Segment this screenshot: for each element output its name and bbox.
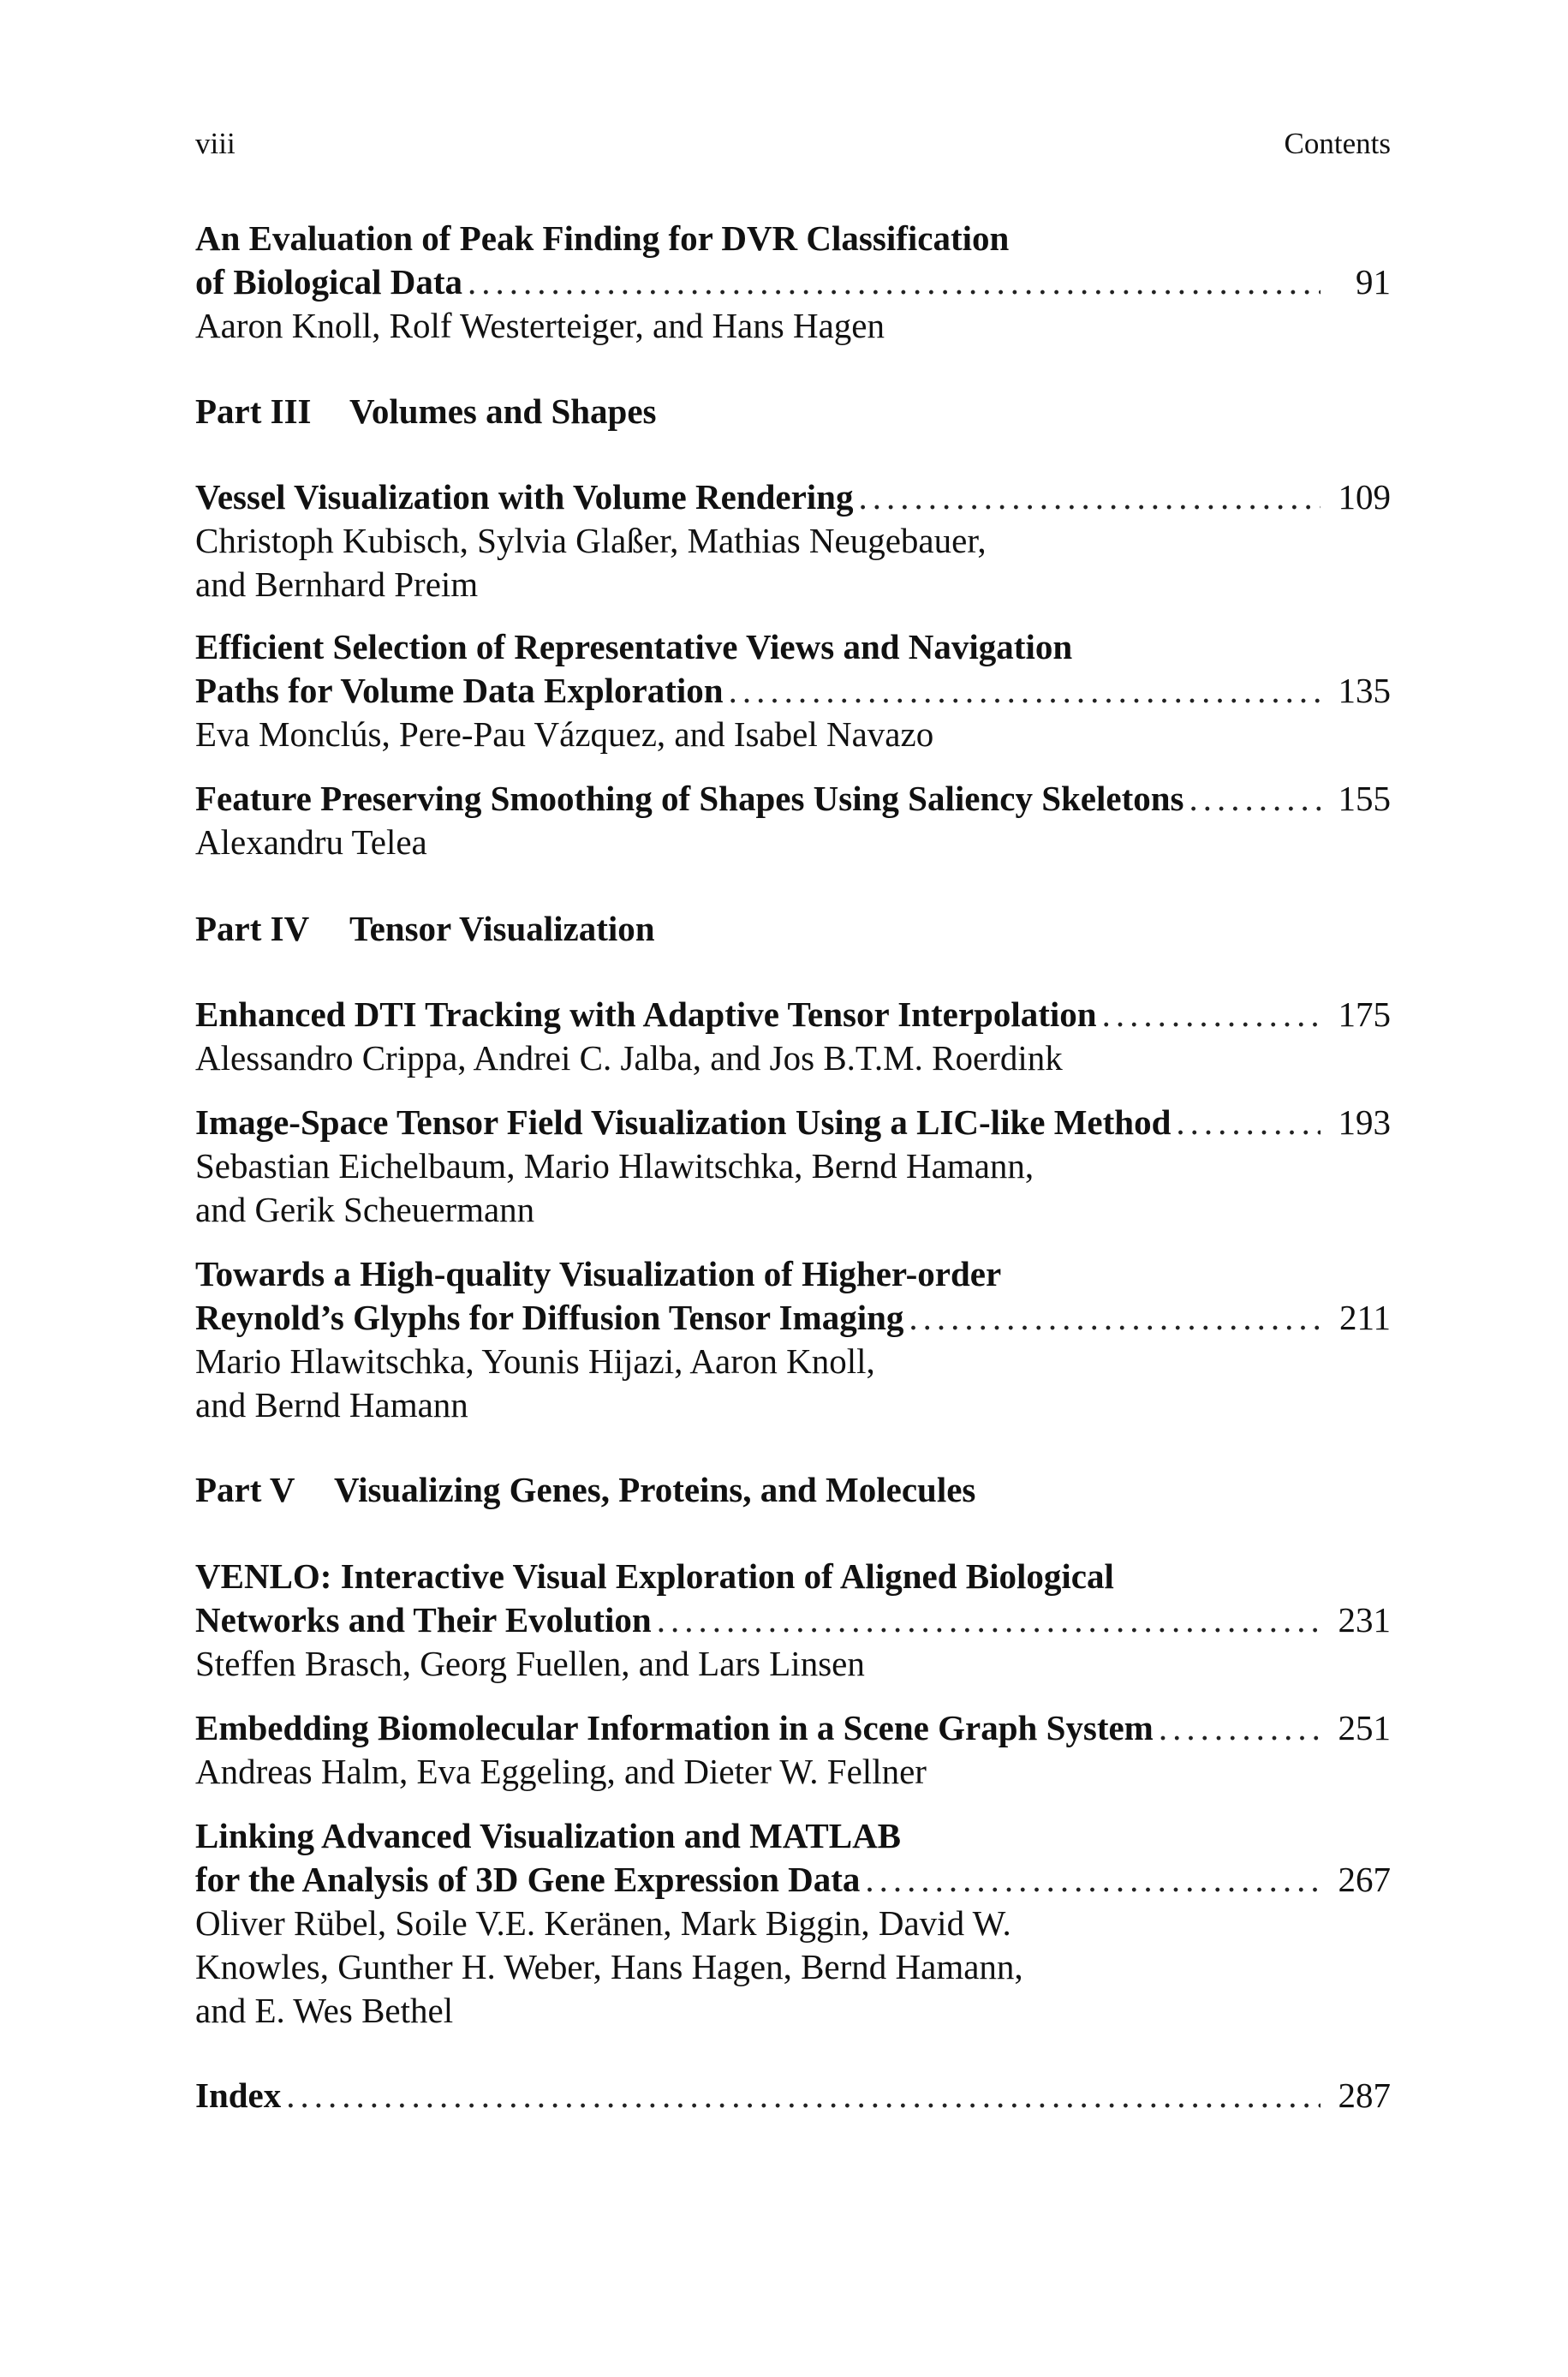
toc-entry-page-number: 109: [1338, 477, 1391, 517]
running-head: [195, 125, 1391, 163]
toc-entry-authors: Eva Monclús, Pere-Pau Vázquez, and Isabel Navazo: [195, 714, 934, 754]
toc-entry[interactable]: [195, 1706, 1391, 1794]
toc-entry[interactable]: [195, 475, 1391, 606]
dot-leader: [1159, 1706, 1321, 1750]
toc-entry-title-last-line: [195, 1706, 1391, 1750]
part-title: Tensor Visualization: [349, 909, 655, 948]
toc-entry-title-end: Networks and Their Evolution: [195, 1600, 652, 1639]
toc-entry[interactable]: [195, 993, 1391, 1080]
dot-leader: [729, 669, 1321, 713]
toc-entry-title-line: Linking Advanced Visualization and MATLAB: [195, 1816, 902, 1855]
toc-entry-title-end: for the Analysis of 3D Gene Expression Data: [195, 1860, 861, 1899]
running-head-section: Contents: [1284, 127, 1391, 160]
toc-entry-title-end: Vessel Visualization with Volume Rendering: [195, 477, 854, 517]
dot-leader: [865, 1858, 1321, 1902]
part-heading-iv: [195, 907, 655, 951]
toc-entry-page-number: 267: [1338, 1860, 1391, 1899]
toc-entry-index[interactable]: [195, 2074, 1391, 2117]
toc-entry-title-last-line: [195, 669, 1391, 713]
toc-entry-title-last-line: [195, 993, 1391, 1036]
toc-entry-title-line: VENLO: Interactive Visual Exploration of Aligned Biological: [195, 1556, 1114, 1596]
toc-entry[interactable]: [195, 625, 1391, 756]
toc-entry-title-end: Feature Preserving Smoothing of Shapes Using Saliency Skeletons: [195, 779, 1184, 818]
dot-leader: [286, 2074, 1321, 2117]
part-label: Part IV: [195, 909, 310, 948]
toc-entry-authors: and E. Wes Bethel: [195, 1991, 454, 2030]
dot-leader: [468, 260, 1321, 304]
dot-leader: [909, 1296, 1321, 1340]
toc-entry[interactable]: [195, 777, 1391, 864]
part-heading-iii: [195, 390, 657, 433]
toc-entry-authors: Alexandru Telea: [195, 822, 427, 862]
toc-entry-authors: Alessandro Crippa, Andrei C. Jalba, and Jos B.T.M. Roerdink: [195, 1038, 1063, 1078]
toc-entry-authors: and Bernd Hamann: [195, 1385, 468, 1424]
part-label: Part III: [195, 391, 312, 431]
toc-entry-authors: Christoph Kubisch, Sylvia Glaßer, Mathias Neugebauer,: [195, 521, 987, 560]
dot-leader: [1102, 993, 1321, 1036]
page-folio: viii: [195, 127, 235, 160]
toc-entry-page-number: 91: [1356, 262, 1391, 302]
toc-entry-title-last-line: [195, 1296, 1391, 1340]
toc-entry-page-number: 135: [1338, 671, 1391, 710]
toc-entry[interactable]: [195, 1555, 1391, 1686]
dot-leader: [1176, 1101, 1321, 1144]
toc-entry-authors: Andreas Halm, Eva Eggeling, and Dieter W. Fellner: [195, 1752, 927, 1791]
toc-entry-title-end: Reynold’s Glyphs for Diffusion Tensor Imaging: [195, 1298, 904, 1337]
part-title: Volumes and Shapes: [349, 391, 657, 431]
toc-entry-title-end: Index: [195, 2075, 282, 2115]
toc-entry-title-end: Enhanced DTI Tracking with Adaptive Tensor Interpolation: [195, 994, 1097, 1034]
part-heading-v: [195, 1468, 976, 1512]
toc-entry-title-last-line: [195, 1858, 1391, 1902]
toc-entry-title-end: of Biological Data: [195, 262, 463, 302]
toc-entry-title-last-line: [195, 2074, 1391, 2117]
toc-entry-authors: Oliver Rübel, Soile V.E. Keränen, Mark Biggin, David W.: [195, 1903, 1011, 1943]
dot-leader: [657, 1598, 1321, 1642]
toc-entry-page-number: 251: [1338, 1708, 1391, 1747]
toc-entry[interactable]: [195, 1252, 1391, 1427]
toc-entry-authors: Sebastian Eichelbaum, Mario Hlawitschka, Bernd Hamann,: [195, 1146, 1034, 1186]
toc-entry-authors: Mario Hlawitschka, Younis Hijazi, Aaron Knoll,: [195, 1341, 875, 1381]
toc-entry-title-last-line: [195, 1598, 1391, 1642]
toc-entry-page-number: 193: [1338, 1102, 1391, 1142]
toc-entry-title-end: Image-Space Tensor Field Visualization Using a LIC-like Method: [195, 1102, 1172, 1142]
dot-leader: [858, 475, 1321, 519]
toc-entry-authors: and Gerik Scheuermann: [195, 1190, 535, 1229]
toc-entry-title-end: Paths for Volume Data Exploration: [195, 671, 724, 710]
part-title: Visualizing Genes, Proteins, and Molecules: [334, 1470, 976, 1509]
toc-entry[interactable]: [195, 1101, 1391, 1232]
toc-entry-authors: Steffen Brasch, Georg Fuellen, and Lars Linsen: [195, 1644, 865, 1683]
toc-entry-page-number: 287: [1338, 2075, 1391, 2115]
dot-leader: [1189, 777, 1321, 821]
toc-entry-title-last-line: [195, 777, 1391, 821]
toc-entry-page-number: 211: [1339, 1298, 1391, 1337]
toc-entry[interactable]: [195, 1814, 1391, 2033]
toc-entry-title-end: Embedding Biomolecular Information in a Scene Graph System: [195, 1708, 1154, 1747]
toc-entry-title-line: Towards a High-quality Visualization of Higher-order: [195, 1254, 1002, 1293]
toc-entry-page-number: 175: [1338, 994, 1391, 1034]
toc-entry-title-line: Efficient Selection of Representative Views and Navigation: [195, 627, 1073, 666]
toc-entry-authors: and Bernhard Preim: [195, 564, 479, 604]
toc-entry-title-last-line: [195, 1101, 1391, 1144]
part-label: Part V: [195, 1470, 295, 1509]
toc-entry-authors: Aaron Knoll, Rolf Westerteiger, and Hans Hagen: [195, 306, 885, 345]
toc-entry-title-line: An Evaluation of Peak Finding for DVR Classification: [195, 218, 1010, 258]
toc-entry-page-number: 231: [1338, 1600, 1391, 1639]
toc-entry-title-last-line: [195, 260, 1391, 304]
toc-entry[interactable]: [195, 217, 1391, 348]
toc-entry-page-number: 155: [1338, 779, 1391, 818]
toc-entry-title-last-line: [195, 475, 1391, 519]
toc-entry-authors: Knowles, Gunther H. Weber, Hans Hagen, Bernd Hamann,: [195, 1947, 1023, 1986]
